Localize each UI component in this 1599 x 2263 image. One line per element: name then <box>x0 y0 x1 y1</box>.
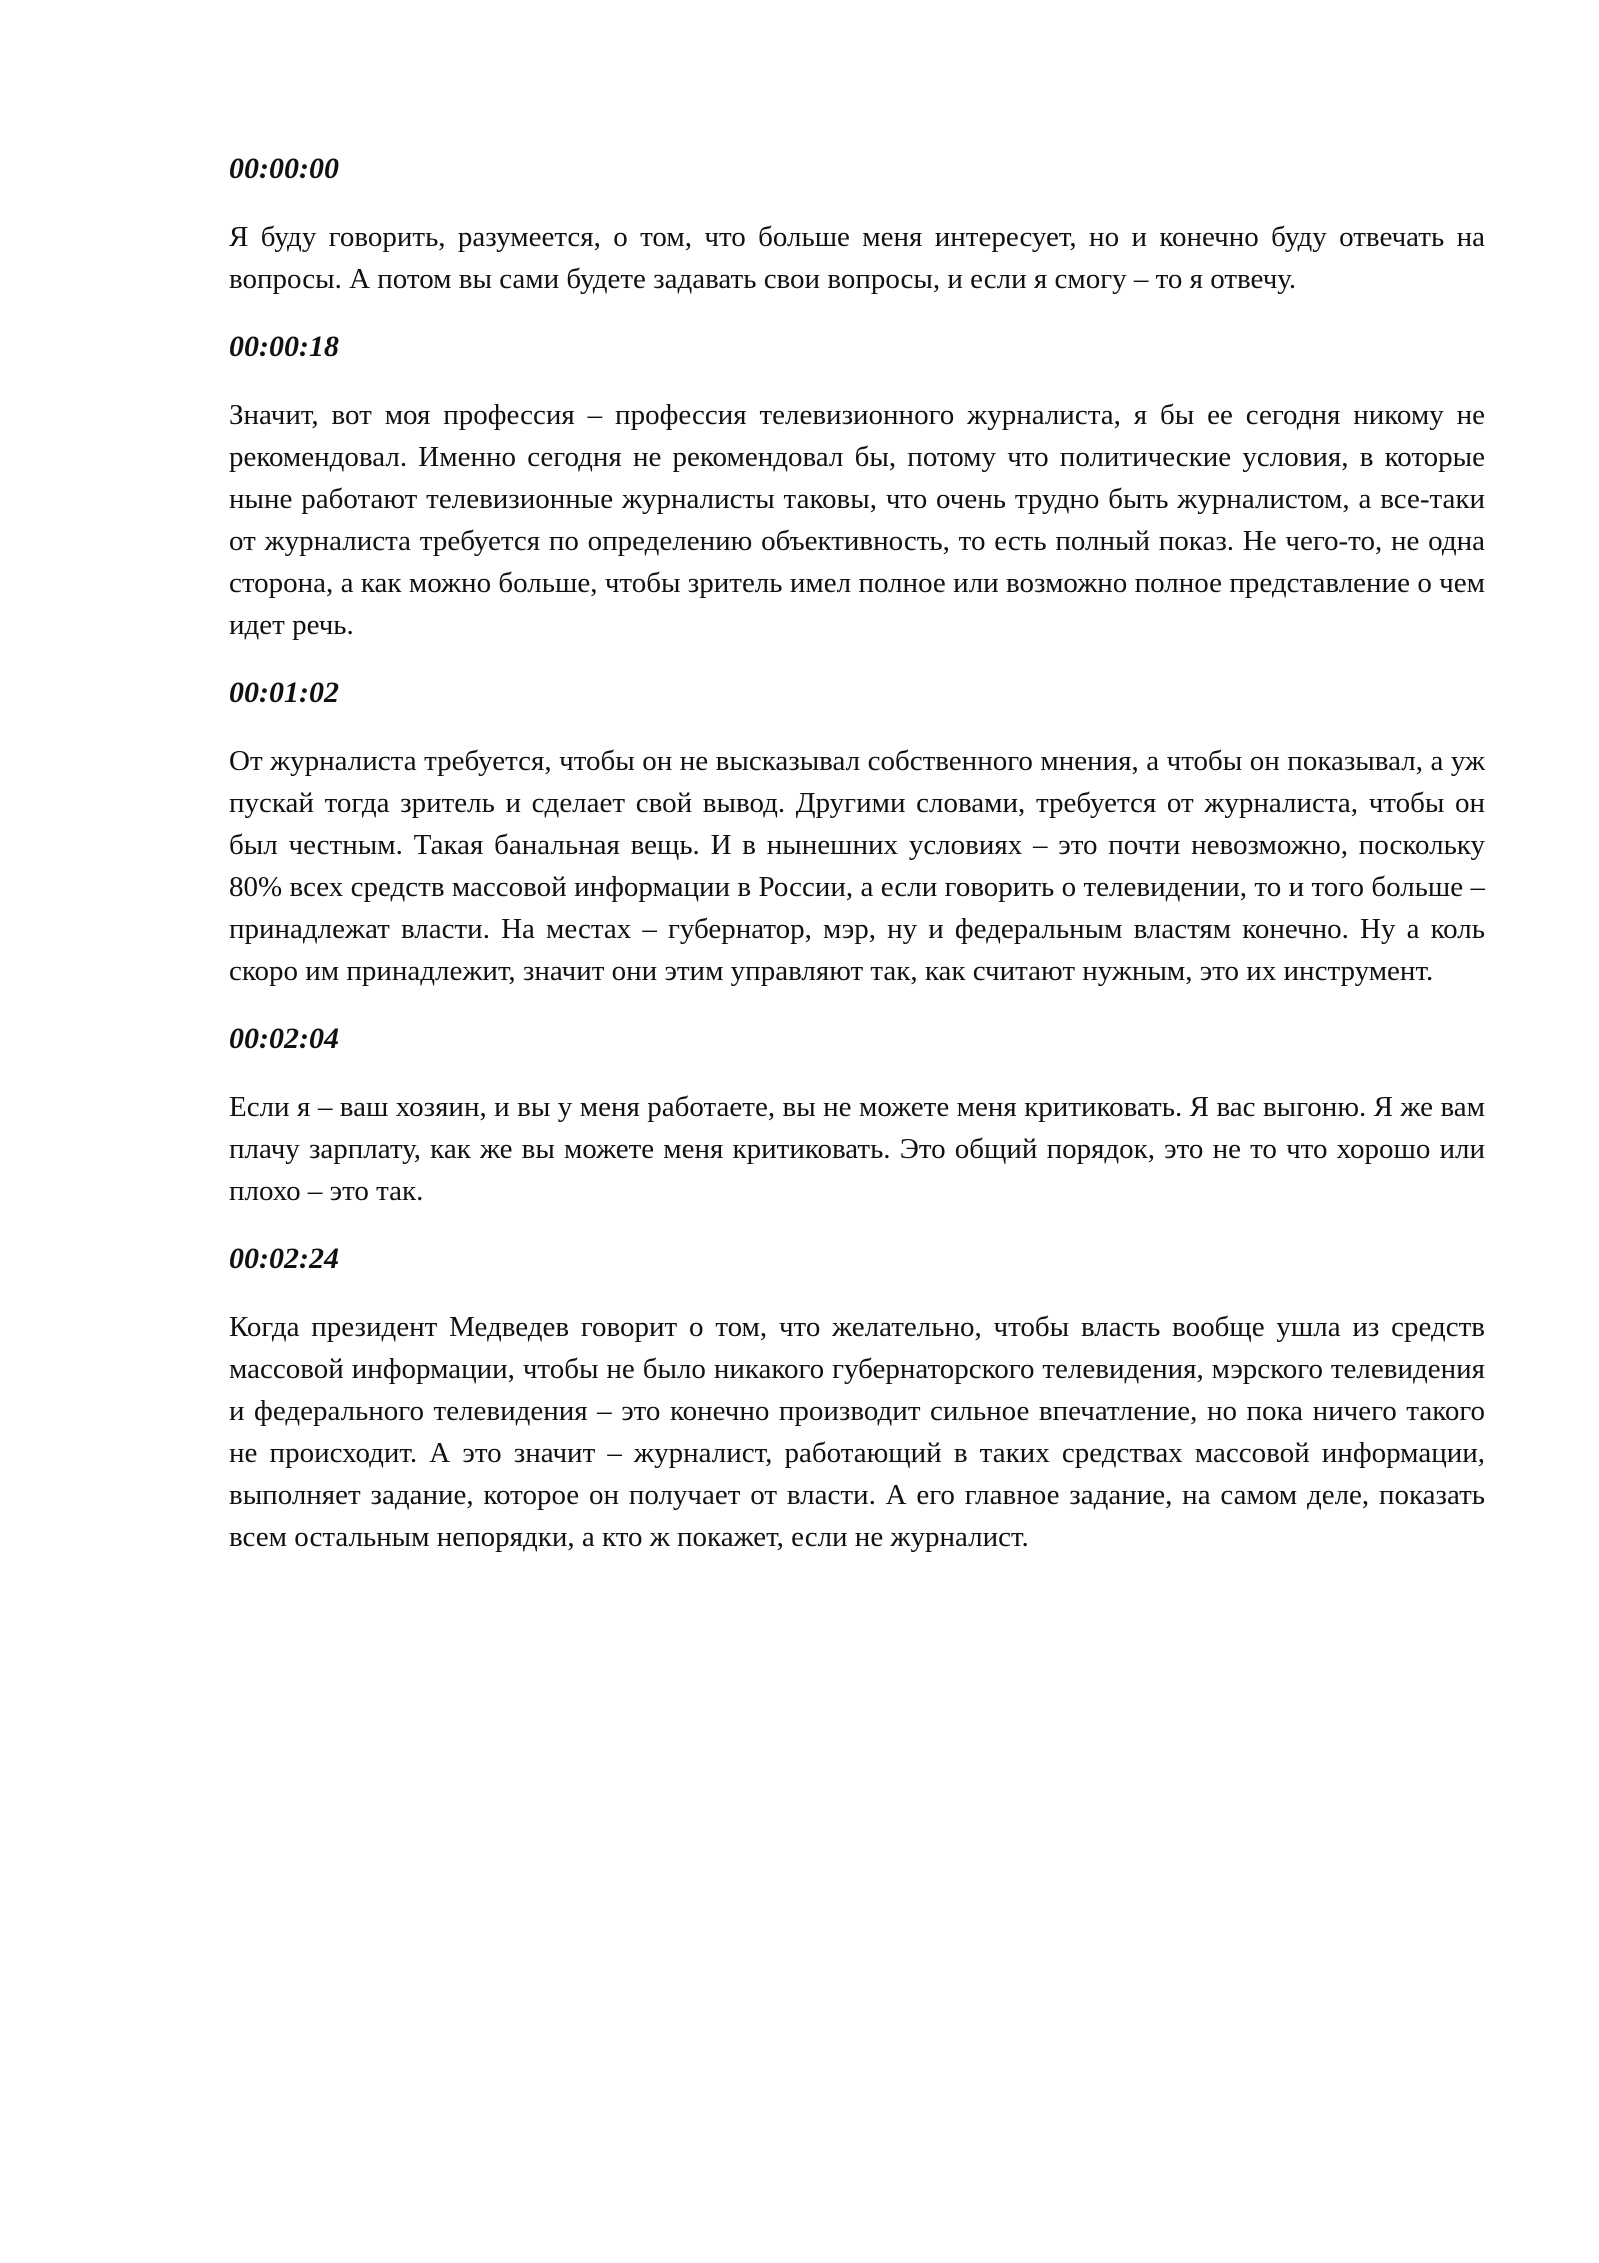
timestamp: 00:01:02 <box>229 676 339 709</box>
timestamp: 00:02:04 <box>229 1022 339 1055</box>
transcript-paragraph: Я буду говорить, разумеется, о том, что больше меня интересует, но и конечно буду отвечать на вопросы. А потом вы сами будете задавать свои вопросы, и если я смогу – то я отвечу. <box>229 221 1485 295</box>
timestamp: 00:00:18 <box>229 330 339 363</box>
transcript-paragraph: Когда президент Медведев говорит о том, что желательно, чтобы власть вообще ушла из средств массовой информации, чтобы не было никакого губернаторского телевидения, мэрского телевидения и федерального телевидения – это конечно производит сильное впечатление, но пока ничего такого не происходит. А это значит – журналист, работающий в таких средствах массовой информации, выполняет задание, которое он получает от власти. А его главное задание, на самом деле, показать всем остальным непорядки, а кто ж покажет, если не журналист. <box>229 1311 1485 1553</box>
timestamp: 00:00:00 <box>229 152 339 185</box>
transcript-paragraph: Если я – ваш хозяин, и вы у меня работаете, вы не можете меня критиковать. Я вас выгоню. Я же вам плачу зарплату, как же вы можете меня критиковать. Это общий порядок, это не то что хорошо или плохо – это так. <box>229 1091 1485 1207</box>
transcript-paragraph: От журналиста требуется, чтобы он не высказывал собственного мнения, а чтобы он показывал, а уж пускай тогда зритель и сделает свой вывод. Другими словами, требуется от журналиста, чтобы он был честным. Такая банальная вещь. И в нынешних условиях – это почти невозможно, поскольку 80% всех средств массовой информации в России, а если говорить о телевидении, то и того больше – принадлежат власти. На местах – губернатор, мэр, ну и федеральным властям конечно. Ну а коль скоро им принадлежит, значит они этим управляют так, как считают нужным, это их инструмент. <box>229 745 1485 987</box>
transcript-body <box>229 148 1485 1584</box>
timestamp: 00:02:24 <box>229 1242 339 1275</box>
transcript-paragraph: Значит, вот моя профессия – профессия телевизионного журналиста, я бы ее сегодня никому не рекомендовал. Именно сегодня не рекомендовал бы, потому что политические условия, в которые ныне работают телевизионные журналисты таковы, что очень трудно быть журналистом, а все-таки от журналиста требуется по определению объективность, то есть полный показ. Не чего-то, не одна сторона, а как можно больше, чтобы зритель имел полное или возможно полное представление о чем идет речь. <box>229 399 1485 641</box>
